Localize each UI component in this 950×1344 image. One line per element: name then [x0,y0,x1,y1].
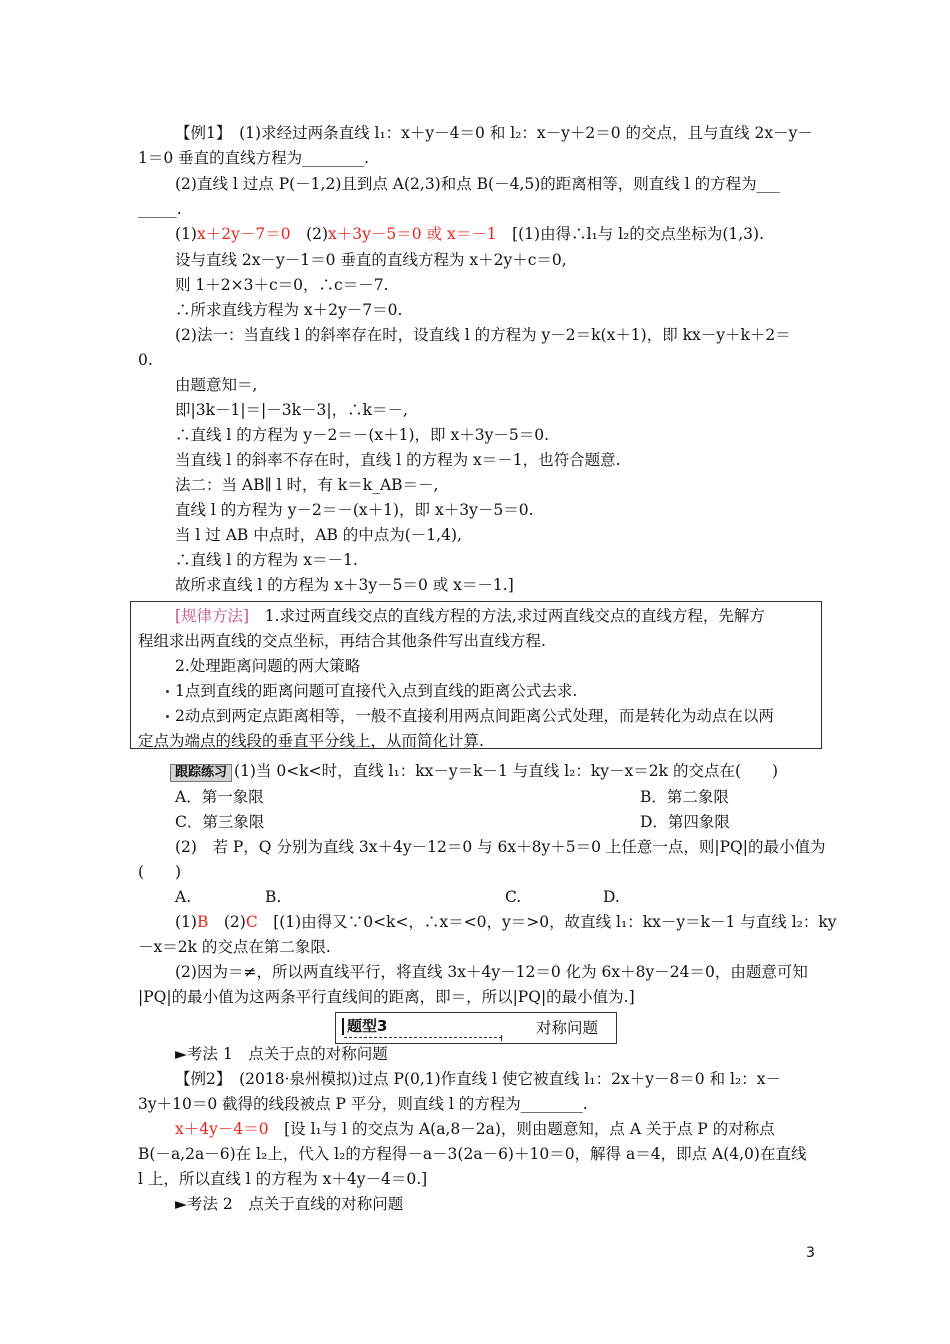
bullet-dot [166,715,169,718]
practice-q1-text: (1)当 0<k<时，直线 l₁：kx－y＝k－1 与直线 l₂：ky－x＝2k 的交点在( ) [234,762,779,780]
kaofa1-heading: ►考法 1 点关于点的对称问题 [175,1045,388,1063]
page-number: 3 [806,1245,815,1261]
method-tag: [规律方法] [175,607,250,625]
option-d: D．第四象限 [640,813,730,831]
example1-question2-line1: (2)直线 l 过点 P(－1,2)且到点 A(2,3)和点 B(－4,5)的距离相等，则直线 l 的方程为___ [175,175,780,193]
practice-options-row1 [175,786,818,808]
solution-line: ∴直线 l 的方程为 y－2＝－(x＋1)，即 x＋3y－5＝0. [175,426,549,444]
q2-option-a: A. [175,888,192,906]
q2-option-b: B. [265,888,282,906]
answer-prefix-1: (1) [175,913,197,931]
topic-label: 题型3 [342,1018,387,1035]
example2-question-line2: 3y＋10＝0 截得的线段被点 P 平分，则直线 l 的方程为________. [138,1095,588,1113]
method-line6: 定点为端点的线段的垂直平分线上，从而简化计算. [138,732,484,750]
practice-answer-line3: (2)因为＝≠，所以两直线平行，将直线 3x＋4y－12＝0 化为 6x＋8y－24＝0，由题意可知 [175,963,808,981]
example1-answer-line [175,223,818,245]
practice-options-row2 [175,811,818,833]
solution-line: 故所求直线 l 的方程为 x＋3y－5＝0 或 x＝－1.] [175,576,514,594]
example1-question-line2: 1＝0 垂直的直线方程为________. [138,149,370,167]
kaofa2-heading: ►考法 2 点关于直线的对称问题 [175,1195,404,1213]
answer-result-2: C [245,913,258,931]
example1-question2-line2: _____. [138,200,182,218]
solution-line: 当 l 过 AB 中点时，AB 的中点为(－1,4), [175,526,462,544]
practice-question2-line1: (2) 若 P，Q 分别为直线 3x＋4y－12＝0 与 6x＋8y＋5＝0 上任意一点，则|PQ|的最小值为 [175,838,826,856]
example1-question-line1: 【例1】 (1)求经过两条直线 l₁：x＋y－4＝0 和 l₂：x－y＋2＝0 的交点，且与直线 2x－y－ [175,124,813,142]
answer-result-2: x＋3y－5＝0 或 x＝－1 [328,225,497,243]
method-line4: 1点到直线的距离问题可直接代入点到直线的距离公式去求. [175,682,578,700]
solution-line: 当直线 l 的斜率不存在时，直线 l 的方程为 x＝－1，也符合题意. [175,451,621,469]
example2-answer-line3: l 上，所以直线 l 的方程为 x＋4y－4＝0.] [138,1170,428,1188]
practice-question1 [170,760,850,782]
option-a: A．第一象限 [175,788,264,806]
practice-q2-options [175,886,818,908]
solution-line: 法二：当 AB∥ l 时，有 k＝k_AB＝－, [175,476,439,494]
method-line2: 程组求出两直线的交点坐标，再结合其他条件写出直线方程. [138,632,546,650]
option-b: B．第二象限 [640,788,729,806]
method-line3: 2.处理距离问题的两大策略 [175,657,361,675]
answer-prefix-2: (2) [208,913,246,931]
method-line1 [175,605,818,627]
q2-option-c: C. [505,888,522,906]
example2-answer-line1 [175,1118,818,1140]
topic-header [335,1012,617,1044]
practice-question2-line2: ( ) [138,863,182,881]
q2-option-d: D. [603,888,620,906]
answer-result-1: B [196,913,209,931]
topic-dashed-rule [344,1037,502,1038]
answer-explanation: [(1)由得∴l₁与 l₂的交点坐标为(1,3). [496,225,765,243]
practice-answer-line1 [175,911,837,933]
answer-result-1: x＋2y－7＝0 [196,225,291,243]
example2-answer-line2: B(－a,2a－6)在 l₂上，代入 l₂的方程得－a－3(2a－6)＋10＝0，解得 a＝4，即点 A(4,0)在直线 [138,1145,807,1163]
practice-answer-line2: －x＝2k 的交点在第二象限. [138,938,331,956]
answer-explanation: [(1)由得又∵0<k<，∴x＝<0，y＝>0，故直线 l₁：kx－y＝k－1 与直线 l₂：ky [257,913,837,931]
solution-line: 0. [138,351,153,369]
topic-rule-tick [501,1035,502,1041]
option-c: C．第三象限 [175,813,265,831]
solution-line: ∴所求直线方程为 x＋2y－7＝0. [175,301,403,319]
topic-title: 对称问题 [536,1019,599,1037]
answer-prefix-1: (1) [175,225,197,243]
solution-line: 即|3k－1|＝|－3k－3|，∴k＝－, [175,401,408,419]
solution-line: ∴直线 l 的方程为 x＝－1. [175,551,358,569]
method-line5: 2动点到两定点距离相等，一般不直接利用两点间距离公式处理，而是转化为动点在以两 [175,707,774,725]
bullet-dot [166,690,169,693]
example2-question-line1: 【例2】 (2018·泉州模拟)过点 P(0,1)作直线 l 使它被直线 l₁：2x＋y－8＝0 和 l₂：x－ [175,1070,781,1088]
solution-line: (2)法一：当直线 l 的斜率存在时，设直线 l 的方程为 y－2＝k(x＋1)，即 kx－y＋k＋2＝ [175,326,791,344]
practice-answer-line4: |PQ|的最小值为这两条平行直线间的距离，即＝，所以|PQ|的最小值为.] [138,988,635,1006]
solution-line: 由题意知＝, [175,376,258,394]
practice-tag: 跟踪练习 [170,764,232,782]
solution-line: 设与直线 2x－y－1＝0 垂直的直线方程为 x＋2y＋c＝0, [175,251,567,269]
method-text: 1.求过两直线交点的直线方程的方法,求过两直线交点的直线方程，先解方 [249,607,765,625]
answer-result: x＋4y－4＝0 [175,1120,269,1138]
solution-line: 直线 l 的方程为 y－2＝－(x＋1)，即 x＋3y－5＝0. [175,501,534,519]
answer-explanation: [设 l₁与 l 的交点为 A(a,8－2a)，则由题意知，点 A 关于点 P 的对称点 [268,1120,775,1138]
solution-line: 则 1＋2×3＋c＝0，∴c＝－7. [175,276,389,294]
answer-prefix-2: (2) [290,225,329,243]
